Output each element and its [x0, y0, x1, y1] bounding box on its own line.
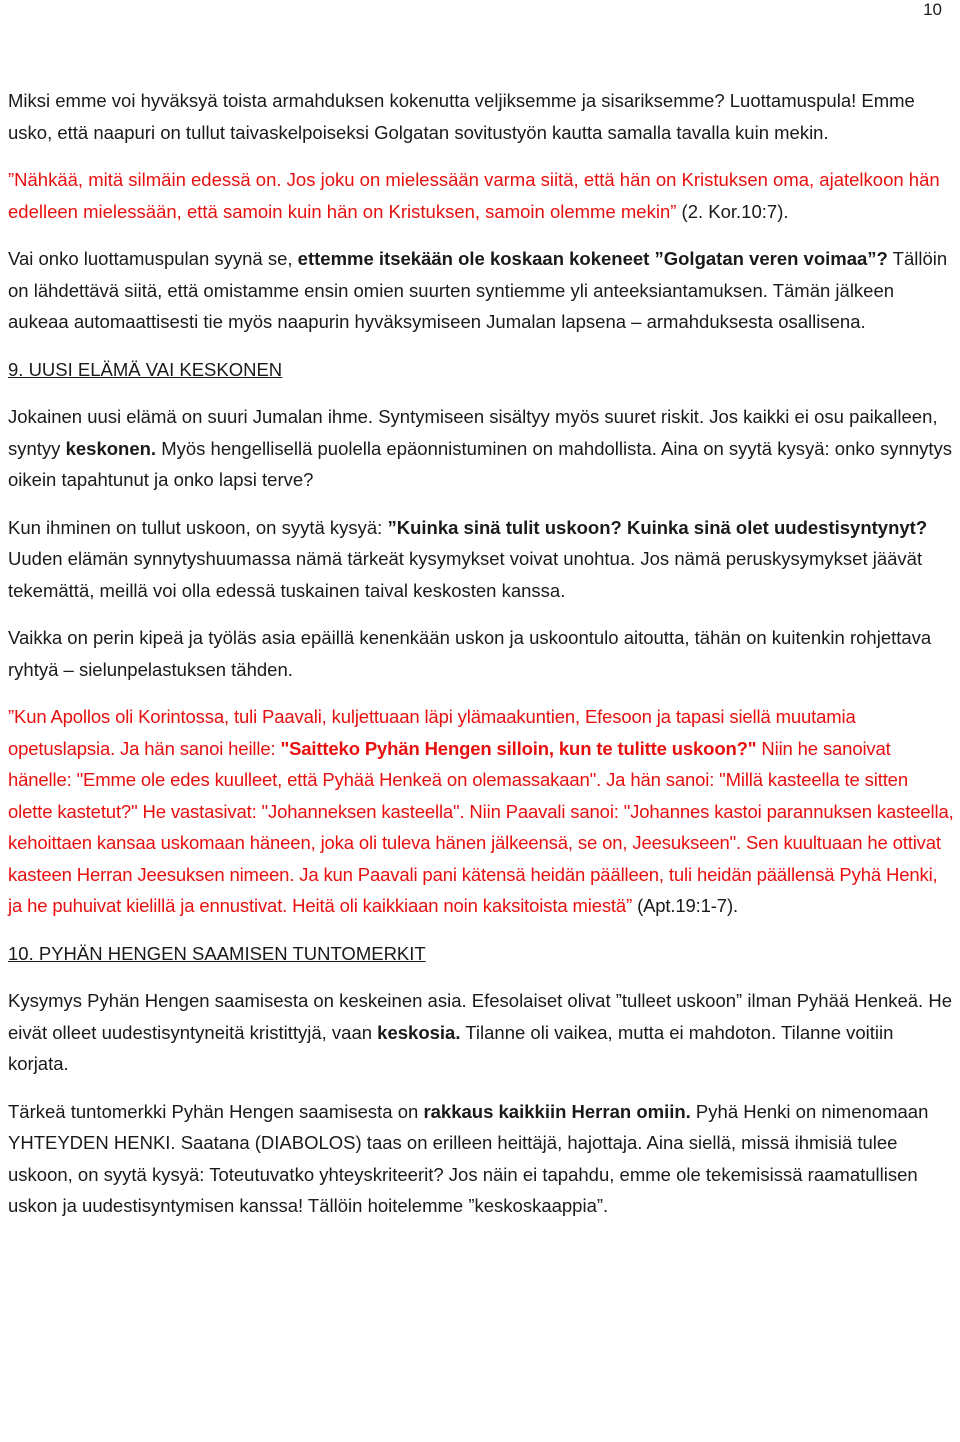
paragraph-8-rest: Tilanne oli vaikea, mutta ei mahdoton. Tilanne voitiin korjata. [8, 1021, 894, 1074]
paragraph-6 [8, 622, 954, 685]
paragraph-3 [8, 243, 954, 338]
scripture-quote-1: ”Nähkää, mitä silmäin edessä on. Jos joku on mielessään varma siitä, että hän on Kristuksen oma, ajatelkoon hän edelleen mielessään, että samoin kuin hän on Kristuksen, samoin olemme mekin” [8, 169, 940, 222]
paragraph-4-rest: Myös hengellisellä puolella epäonnistuminen on mahdollista. Aina on syytä kysyä: onko synnytys oikein tapahtunut ja onko lapsi terve? [8, 437, 953, 490]
section-heading-10: 10. PYHÄN HENGEN SAAMISEN TUNTOMERKIT [8, 942, 426, 964]
paragraph-9-lead: Tärkeä tuntomerkki Pyhän Hengen saamisesta on [8, 1100, 424, 1122]
paragraph-2 [8, 164, 954, 227]
paragraph-8-emphasis: keskosia. [377, 1021, 461, 1043]
paragraph-9 [8, 1096, 954, 1222]
paragraph-6-text: Vaikka on perin kipeä ja työläs asia epäillä kenenkään uskon ja uskoontulo aitoutta, tähän on kuitenkin rohjettava ryhtyä – sielunpelastuksen tähden. [8, 627, 932, 680]
paragraph-3-rest: Tällöin on lähdettävä siitä, että omistamme ensin omien suurten syntiemme yli anteeksiantamuksen. Tämän jälkeen aukeaa automaattisesti tie myös naapurin hyväksymiseen Jumalan lapsena – armahduksesta osallisena. [8, 248, 948, 332]
scripture-quote-2-lead: ”Kun Apollos oli Korintossa, tuli Paavali, kuljettuaan läpi ylämaakuntien, Efesoon ja tapasi siellä muutamia opetuslapsia. Ja hän sanoi heille: [8, 706, 856, 759]
paragraph-4-emphasis: keskonen. [65, 437, 157, 459]
scripture-reference-2: (Apt.19:1-7). [632, 895, 738, 916]
document-body [8, 85, 954, 1238]
section-heading-9: 9. UUSI ELÄMÄ VAI KESKONEN [8, 358, 283, 380]
paragraph-7 [8, 701, 954, 922]
paragraph-5-emphasis: ”Kuinka sinä tulit uskoon? Kuinka sinä olet uudestisyntynyt? [387, 516, 928, 538]
paragraph-4-lead: Jokainen uusi elämä on suuri Jumalan ihme. Syntymiseen sisältyy myös suuret riskit. Jos kaikki ei osu paikalleen, syntyy [8, 406, 938, 459]
paragraph-1-text: Miksi emme voi hyväksyä toista armahduksen kokenutta veljiksemme ja sisariksemme? Luottamuspula! Emme usko, että naapuri on tullut taivaskelpoiseksi Golgatan sovitustyön kautta samalla tavalla kuin mekin. [8, 90, 915, 143]
page-number: 10 [923, 0, 942, 19]
paragraph-3-lead: Vai onko luottamuspulan syynä se, [8, 248, 298, 269]
scripture-quote-2-emphasis: "Saitteko Pyhän Hengen silloin, kun te tulitte uskoon?" [280, 737, 757, 759]
scripture-quote-2-rest: Niin he sanoivat hänelle: "Emme ole edes kuulleet, että Pyhää Henkeä on olemassakaan". Ja hän sanoi: "Millä kasteella te sitten olette kastetut?" He vastasivat: "Johanneksen kasteella". Niin Paavali sanoi: "Johannes kastoi parannuksen kasteella, kehoittaen kansaa uskomaan häneen, joka oli tuleva hänen jälkeensä, se on, Jeesukseen". Sen kuultuaan he ottivat kasteen Herran Jeesuksen nimeen. Ja kun Paavali pani kätensä heidän päälleen, tuli heidän päällensä Pyhä Henki, ja he puhuivat kielillä ja ennustivat. Heitä oli kaikkiaan noin kaksitoista miestä” [8, 737, 954, 916]
paragraph-3-emphasis: ettemme itsekään ole koskaan kokeneet ”Golgatan veren voimaa”? [297, 248, 888, 269]
paragraph-5-rest: Uuden elämän synnytyshuumassa nämä tärkeät kysymykset voivat unohtua. Jos nämä peruskysymykset jäävät tekemättä, meillä voi olla edessä tuskainen taival keskosten kanssa. [8, 548, 923, 601]
paragraph-9-rest: Pyhä Henki on nimenomaan YHTEYDEN HENKI. Saatana (DIABOLOS) taas on erilleen heittäjä, hajottaja. Aina siellä, missä ihmisiä tulee uskoon, on syytä kysyä: Toteutuvatko yhteyskriteerit? Jos näin ei tapahdu, emme ole tekemisissä raamatullisen uskon ja uudestisyntymisen kanssa! Tällöin hoitelemme ”keskoskaappia”. [8, 1100, 929, 1216]
paragraph-8-lead: Kysymys Pyhän Hengen saamisesta on keskeinen asia. Efesolaiset olivat ”tulleet uskoon” ilman Pyhää Henkeä. He eivät olleet uudestisyntyneitä kristittyjä, vaan [8, 990, 952, 1043]
paragraph-8 [8, 985, 954, 1080]
paragraph-5-lead: Kun ihminen on tullut uskoon, on syytä kysyä: [8, 516, 388, 538]
paragraph-9-emphasis: rakkaus kaikkiin Herran omiin. [423, 1100, 691, 1122]
paragraph-1 [8, 85, 954, 148]
scripture-reference-1: (2. Kor.10:7). [676, 200, 789, 222]
paragraph-4 [8, 401, 954, 496]
paragraph-5 [8, 512, 954, 607]
